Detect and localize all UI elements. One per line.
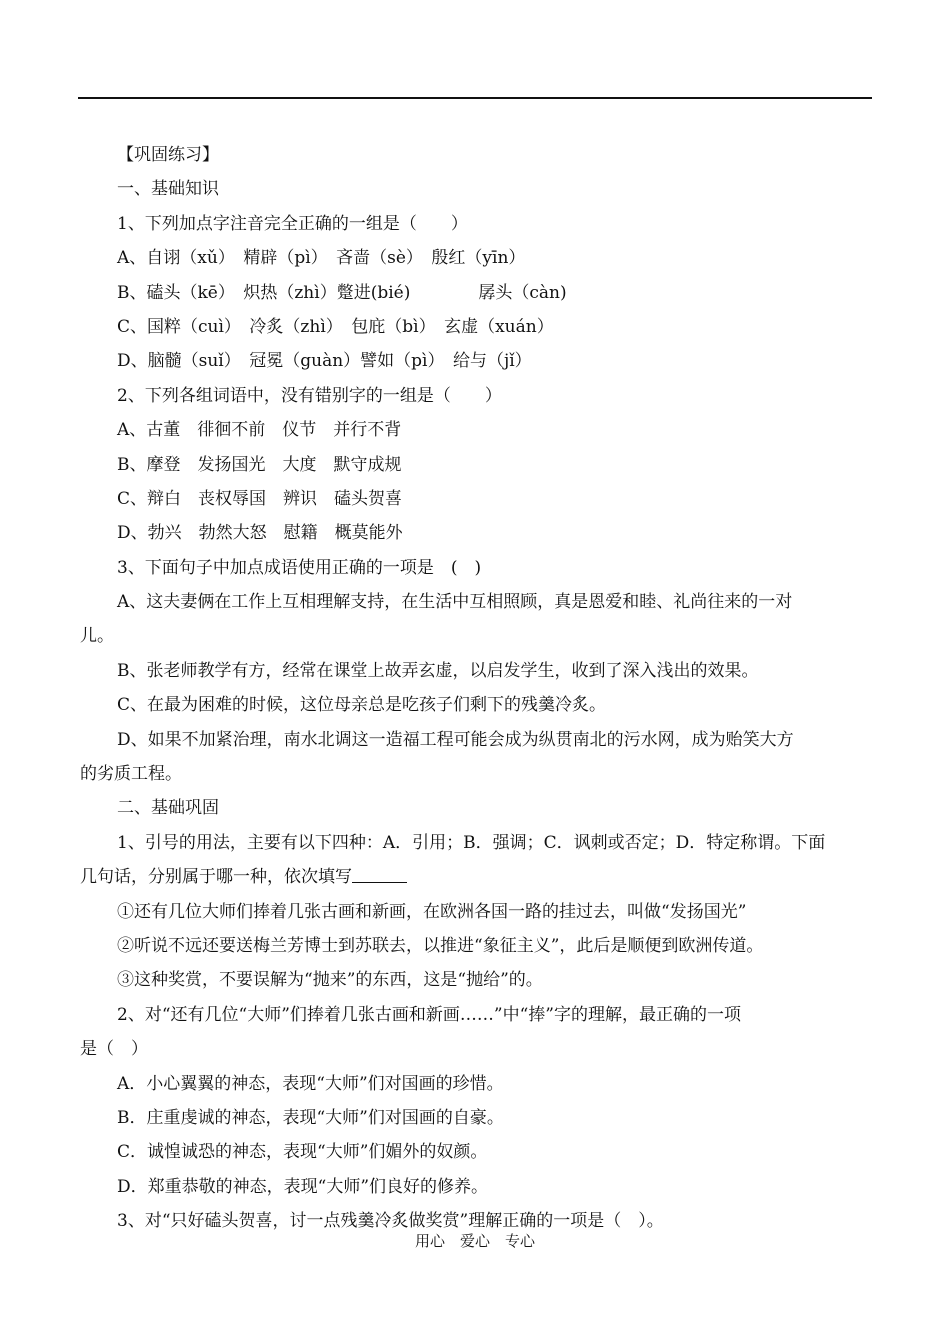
document-body xyxy=(80,138,872,1239)
q1-stem: 1、下列加点字注音完全正确的一组是（ ） xyxy=(117,213,468,234)
p2-q1-line1: 1、引号的用法，主要有以下四种：A．引用；B．强调；C．讽刺或否定；D．特定称谓。下面 xyxy=(117,832,826,853)
q1-option-a: A、自诩（xǔ） 精辟（pì） 吝啬（sè） 殷红（yīn） xyxy=(117,248,526,269)
q2-option-d: D、勃兴 勃然大怒 慰籍 概莫能外 xyxy=(117,523,403,544)
q3-option-a-line1: A、这夫妻俩在工作上互相理解支持，在生活中互相照顾，真是恩爱和睦、礼尚往来的一对 xyxy=(117,592,793,613)
p2-q1-line2 xyxy=(80,860,872,894)
q3-option-c: C、在最为困难的时候，这位母亲总是吃孩子们剩下的残羹冷炙。 xyxy=(117,695,607,716)
q2-option-b: B、摩登 发扬国光 大度 默守成规 xyxy=(117,454,402,475)
p2-q1-line2-text: 几句话，分别属于哪一种，依次填写 xyxy=(80,867,352,888)
part1-heading: 一、基础知识 xyxy=(117,179,219,200)
q3-option-d-line1: D、如果不加紧治理，南水北调这一造福工程可能会成为纵贯南北的污水网，成为贻笑大方 xyxy=(117,729,794,750)
p2-q2-line1: 2、对“还有几位“大师”们捧着几张古画和新画……”中“捧”字的理解，最正确的一项 xyxy=(117,1004,741,1025)
p2-q2-line2: 是（ ） xyxy=(80,1039,148,1060)
page-footer: 用心 爱心 专心 xyxy=(414,1232,535,1250)
p2-q2-option-a: A．小心翼翼的神态，表现“大师”们对国画的珍惜。 xyxy=(117,1073,504,1094)
section-title: 【巩固练习】 xyxy=(117,145,219,165)
q2-option-c: C、辩白 丧权辱国 辨识 磕头贺喜 xyxy=(117,488,403,509)
q1-option-c: C、国粹（cuì） 冷炙（zhì） 包庇（bì） 玄虚（xuán） xyxy=(117,316,554,337)
q3-option-d-line2: 的劣质工程。 xyxy=(80,764,182,785)
p2-q1-item-1: ①还有几位大师们捧着几张古画和新画，在欧洲各国一路的挂过去，叫做“发扬国光” xyxy=(117,901,747,922)
p2-q1-item-3: ③这种奖赏，不要误解为“抛来”的东西，这是“抛给”的。 xyxy=(117,970,543,991)
p2-q1-item-2: ②听说不远还要送梅兰芳博士到苏联去，以推进“象征主义”，此后是顺便到欧洲传道。 xyxy=(117,935,764,956)
q1-option-d: D、脑髓（suǐ） 冠冕（guàn）譬如（pì） 给与（jǐ） xyxy=(117,351,532,372)
q2-option-a: A、古董 徘徊不前 仪节 并行不背 xyxy=(117,420,402,441)
q1-option-b: B、磕头（kē） 炽热（zhì）蹩进(bié) 孱头（càn) xyxy=(117,282,567,303)
answer-blank xyxy=(352,866,407,883)
p2-q2-option-d: D．郑重恭敬的神态，表现“大师”们良好的修养。 xyxy=(117,1176,489,1197)
p2-q3-stem: 3、对“只好磕头贺喜，讨一点残羹冷炙做奖赏”理解正确的一项是（ ）。 xyxy=(117,1211,664,1232)
p2-q2-option-c: C．诚惶诚恐的神态，表现“大师”们媚外的奴颜。 xyxy=(117,1142,488,1163)
q3-stem: 3、下面句子中加点成语使用正确的一项是 ( ) xyxy=(117,557,482,578)
q2-stem: 2、下列各组词语中，没有错别字的一组是（ ） xyxy=(117,385,502,406)
p2-q2-option-b: B．庄重虔诚的神态，表现“大师”们对国画的自豪。 xyxy=(117,1107,504,1128)
part2-heading: 二、基础巩固 xyxy=(117,798,219,819)
q3-option-b: B、张老师教学有方，经常在课堂上故弄玄虚，以启发学生，收到了深入浅出的效果。 xyxy=(117,660,759,681)
header-rule xyxy=(78,97,872,99)
q3-option-a-line2: 儿。 xyxy=(80,626,114,647)
